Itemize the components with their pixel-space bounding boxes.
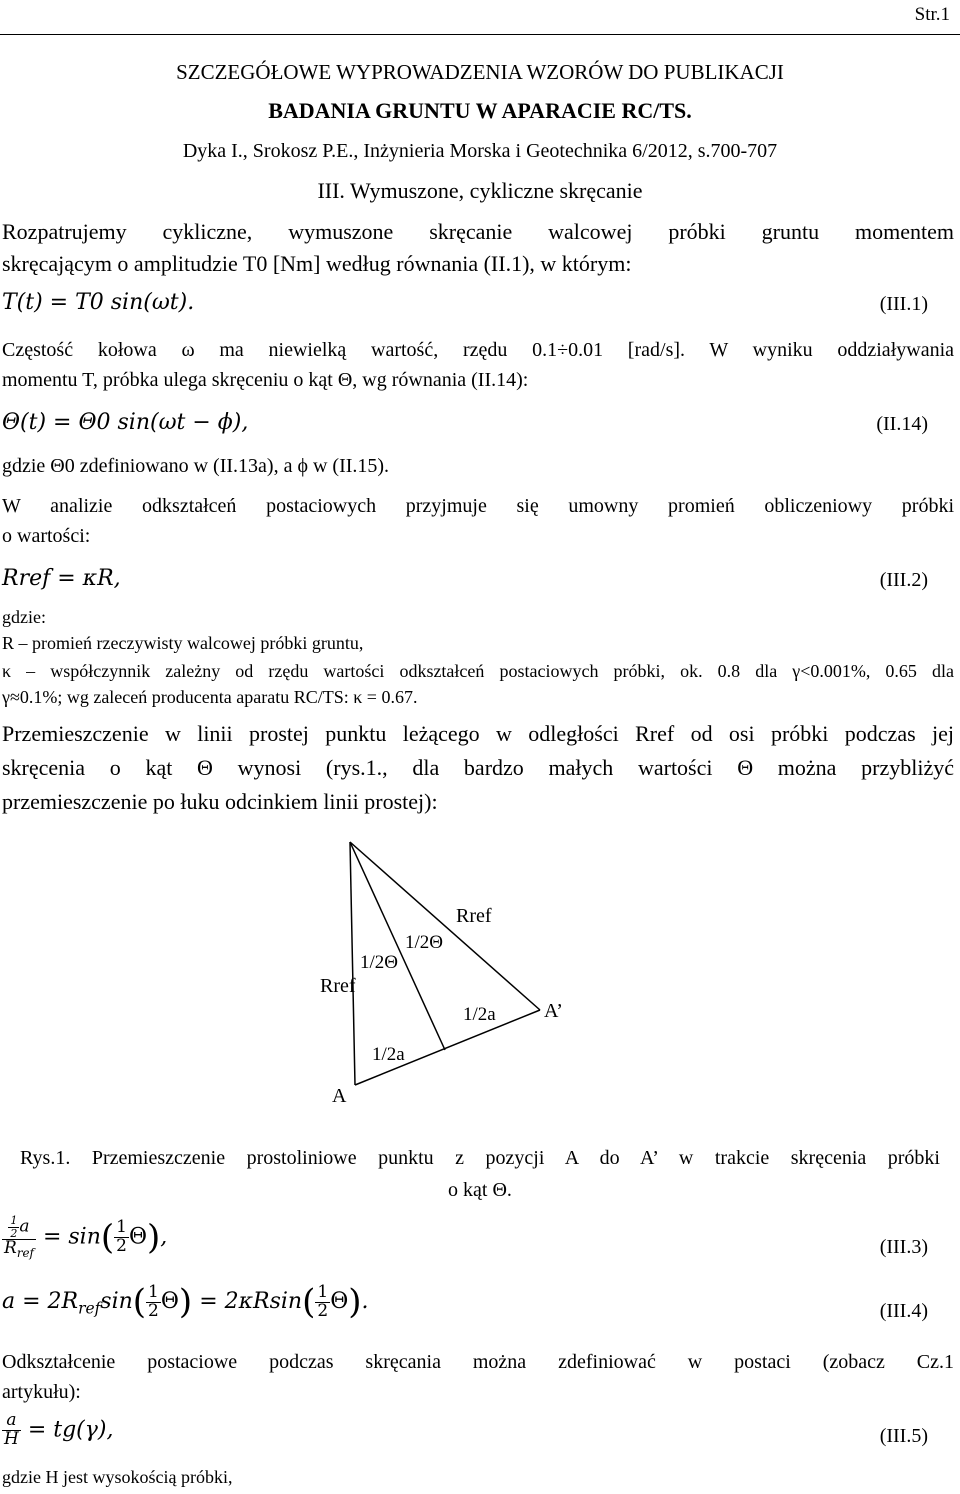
paragraph-4-line-1: W analizie odkształceń postaciowych przyjmuje się umowny promień obliczeniowy próbki [2,495,954,517]
section-title: III. Wymuszone, cykliczne skręcanie [317,178,643,203]
definition-kappa-line-1: κ – współczynnik zależny od rzędu wartości odkształceń postaciowych próbki, ok. 0.8 dla γ<0.001%, 0.65 dla [2,661,954,681]
header-rule [0,34,960,35]
where-label: gdzie: [2,607,46,627]
equation-III-2: Rref = κR, [2,566,121,591]
label-half-theta-left: 1/2Θ [360,952,398,973]
paragraph-5-line-2: skręcenia o kąt Θ wynosi (rys.1., dla bardzo małych wartości Θ można przybliżyć [2,755,954,780]
paragraph-4-line-2: o wartości: [2,525,91,547]
diagram-radius-left [350,842,355,1085]
equation-II-14: Θ(t) = Θ0 sin(ωt − ϕ), [2,410,249,435]
diagram-radius-right [350,842,540,1010]
label-half-theta-right: 1/2Θ [405,932,443,953]
definition-kappa-line-2: γ≈0.1%; wg zaleceń producenta aparatu RC/TS: κ = 0.67. [2,687,418,707]
equation-number-III-4: (III.4) [879,1300,928,1322]
paragraph-2-line-2: momentu T, próbka ulega skręceniu o kąt Θ, wg równania (II.14): [2,369,529,391]
equation-number-III-1: (III.1) [879,293,928,315]
paragraph-3: gdzie Θ0 zdefiniowano w (II.13a), a ϕ w (II.15). [2,455,390,477]
equation-number-III-3: (III.3) [879,1236,928,1258]
paragraph-5-line-3: przemieszczenie po łuku odcinkiem linii prostej): [2,789,438,814]
title-line-2: BADANIA GRUNTU W APARACIE RC/TS. [268,98,692,123]
equation-number-III-5: (III.5) [879,1425,928,1447]
equation-III-5: $\frac{a}{H}$ = tg(γ), [4,1410,114,1449]
label-A: A [332,1085,347,1107]
label-A-prime: A’ [544,1000,563,1022]
label-half-a-bottom: 1/2a [372,1044,405,1065]
figure-caption-line-1: Rys.1. Przemieszczenie prostoliniowe punktu z pozycji A do A’ w trakcie skręcenia próbki [20,1147,940,1169]
label-half-a-right: 1/2a [463,1004,496,1025]
equation-number-II-14: (II.14) [876,413,928,435]
page-number: Str.1 [914,4,950,25]
paragraph-1-line-1: Rozpatrujemy cykliczne, wymuszone skręcanie walcowej próbki gruntu momentem [2,219,954,244]
label-rref-top: Rref [456,905,492,927]
paragraph-1-line-2: skręcającym o amplitudzie T0 [Nm] według równania (II.1), w którym: [2,251,632,276]
citation: Dyka I., Srokosz P.E., Inżynieria Morska i Geotechnika 6/2012, s.700-707 [182,140,778,162]
equation-number-III-2: (III.2) [879,569,928,591]
equation-III-1: T(t) = T0 sin(ωt). [2,290,195,315]
figure-caption-line-2: o kąt Θ. [448,1179,512,1201]
definition-R: R – promień rzeczywisty walcowej próbki gruntu, [2,633,364,653]
paragraph-2-line-1: Częstość kołowa ω ma niewielką wartość, rzędu 0.1÷0.01 [rad/s]. W wyniku oddziaływania [2,339,954,361]
equation-III-4: $a = 2R_{ref}\sin$( $\frac{1}{2}$ Θ) = 2κRsin( $\frac{1}{2}$ Θ). [2,1281,369,1322]
equation-III-3: $\frac{1}{2}$ a $R_{ref}$ = sin( $\frac{1}{2}$ Θ), [4,1214,168,1261]
paragraph-6-line-2: artykułu): [2,1381,81,1403]
title-line-1: SZCZEGÓŁOWE WYPROWADZENIA WZORÓW DO PUBLIKACJI [176,60,784,84]
rotation-diagram [0,830,960,1120]
paragraph-6-line-1: Odkształcenie postaciowe podczas skręcania można zdefiniować w postaci (zobacz Cz.1 [2,1351,954,1373]
label-rref-left: Rref [320,975,356,997]
paragraph-7: gdzie H jest wysokością próbki, [2,1467,233,1487]
paragraph-5-line-1: Przemieszczenie w linii prostej punktu leżącego w odległości Rref od osi próbki podczas jej [2,721,954,746]
